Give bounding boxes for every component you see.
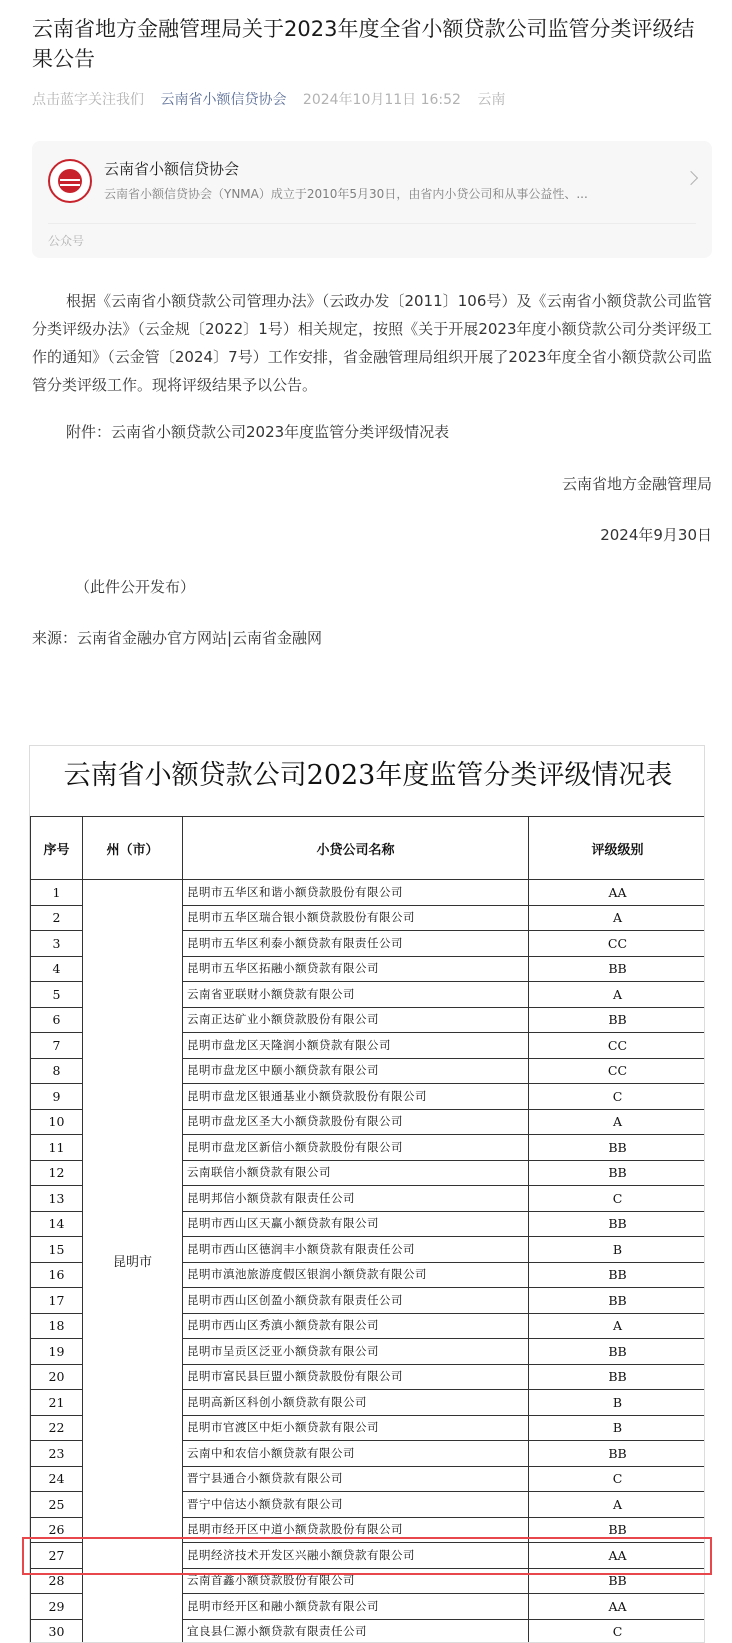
- row-number: 26: [31, 1517, 83, 1543]
- company-name: 晋宁中信达小额贷款有限公司: [183, 1492, 529, 1518]
- account-link[interactable]: 云南省小额信贷协会: [160, 92, 287, 108]
- rating-grade: AA: [529, 1594, 706, 1620]
- rating-grade: BB: [529, 956, 706, 982]
- company-name: 云南正达矿业小额贷款股份有限公司: [183, 1007, 529, 1033]
- company-name: 昆明经济技术开发区兴融小额贷款有限公司: [183, 1543, 529, 1569]
- table-row: [31, 880, 706, 906]
- company-name: 昆明市西山区秀滇小额贷款有限公司: [183, 1313, 529, 1339]
- company-name: 昆明市官渡区中炬小额贷款有限公司: [183, 1415, 529, 1441]
- row-number: 25: [31, 1492, 83, 1518]
- header-city: 州（市）: [83, 817, 183, 880]
- row-number: 19: [31, 1339, 83, 1365]
- row-number: 20: [31, 1364, 83, 1390]
- company-name: 云南联信小额贷款有限公司: [183, 1160, 529, 1186]
- company-name: 昆明市滇池旅游度假区银润小额贷款有限公司: [183, 1262, 529, 1288]
- rating-grade: CC: [529, 931, 706, 957]
- company-name: 昆明市盘龙区中颐小额贷款有限公司: [183, 1058, 529, 1084]
- card-divider: [48, 223, 696, 224]
- company-name: 昆明市呈贡区泛亚小额贷款有限公司: [183, 1339, 529, 1365]
- company-name: 昆明市经开区中道小额贷款股份有限公司: [183, 1517, 529, 1543]
- rating-grade: BB: [529, 1160, 706, 1186]
- rating-grade: C: [529, 1186, 706, 1212]
- public-note: （此件公开发布）: [75, 578, 196, 596]
- row-number: 21: [31, 1390, 83, 1416]
- article-meta: [32, 89, 712, 111]
- row-number: 18: [31, 1313, 83, 1339]
- attachment-line: 附件：云南省小额贷款公司2023年度监管分类评级情况表: [66, 423, 450, 441]
- rating-grade: CC: [529, 1058, 706, 1084]
- rating-grade: A: [529, 982, 706, 1008]
- source-line: 来源：云南省金融办官方网站|云南省金融网: [32, 629, 323, 647]
- table-title: 云南省小额贷款公司2023年度监管分类评级情况表: [63, 760, 673, 791]
- association-logo-icon: [48, 159, 92, 203]
- rating-grade: CC: [529, 1033, 706, 1059]
- company-name: 昆明市五华区拓融小额贷款有限公司: [183, 956, 529, 982]
- company-name: 昆明市盘龙区天隆润小额贷款有限公司: [183, 1033, 529, 1059]
- rating-grade: BB: [529, 1211, 706, 1237]
- company-name: 云南省亚联财小额贷款有限公司: [183, 982, 529, 1008]
- company-name: 昆明邦信小额贷款有限责任公司: [183, 1186, 529, 1212]
- company-name: 昆明市经开区和融小额贷款有限公司: [183, 1594, 529, 1620]
- row-number: 17: [31, 1288, 83, 1314]
- row-number: 8: [31, 1058, 83, 1084]
- body-paragraph: 根据《云南省小额贷款公司管理办法》（云政办发〔2011〕106号）及《云南省小额贷款公司监管分类评级办法》（云金规〔2022〕1号）相关规定，按照《关于开展2023年度小额贷款公司分类评级工作的通知》（云金管〔2024〕7号）工作安排，省金融管理局组织开展了2023年度全省小额贷款公司监管分类评级工作。现将评级结果予以公告。: [32, 292, 712, 394]
- company-name: 昆明市五华区瑞合银小额贷款股份有限公司: [183, 905, 529, 931]
- company-name: 云南中和农信小额贷款有限公司: [183, 1441, 529, 1467]
- account-card[interactable]: [32, 141, 712, 258]
- row-number: 22: [31, 1415, 83, 1441]
- rating-grade: BB: [529, 1339, 706, 1365]
- row-number: 30: [31, 1619, 83, 1643]
- rating-grade: C: [529, 1084, 706, 1110]
- company-name: 昆明市盘龙区银通基业小额贷款股份有限公司: [183, 1084, 529, 1110]
- row-number: 11: [31, 1135, 83, 1161]
- follow-hint: 点击蓝字关注我们: [32, 92, 144, 108]
- row-number: 5: [31, 982, 83, 1008]
- company-name: 昆明市盘龙区圣大小额贷款股份有限公司: [183, 1109, 529, 1135]
- rating-grade: BB: [529, 1568, 706, 1594]
- publish-datetime: 2024年10月11日 16:52: [302, 92, 461, 108]
- header-company: 小贷公司名称: [183, 817, 529, 880]
- company-name: 昆明市西山区德润丰小额贷款有限责任公司: [183, 1237, 529, 1263]
- rating-grade: B: [529, 1390, 706, 1416]
- row-number: 28: [31, 1568, 83, 1594]
- rating-grade: A: [529, 905, 706, 931]
- row-number: 4: [31, 956, 83, 982]
- account-type-label: 公众号: [48, 234, 85, 248]
- row-number: 16: [31, 1262, 83, 1288]
- row-number: 10: [31, 1109, 83, 1135]
- row-number: 2: [31, 905, 83, 931]
- city-cell: 昆明市: [83, 880, 183, 1643]
- rating-grade: BB: [529, 1288, 706, 1314]
- rating-grade: B: [529, 1415, 706, 1441]
- company-name: 云南首鑫小额贷款股份有限公司: [183, 1568, 529, 1594]
- publish-location: 云南: [477, 92, 506, 108]
- rating-grade: AA: [529, 1543, 706, 1569]
- rating-grade: A: [529, 1109, 706, 1135]
- rating-grade: AA: [529, 880, 706, 906]
- rating-grade: BB: [529, 1262, 706, 1288]
- row-number: 27: [31, 1543, 83, 1569]
- row-number: 7: [31, 1033, 83, 1059]
- signature-date: 2024年9月30日: [600, 526, 712, 544]
- row-number: 15: [31, 1237, 83, 1263]
- company-name: 昆明市西山区创盈小额贷款有限责任公司: [183, 1288, 529, 1314]
- rating-table-image: [29, 745, 705, 1643]
- rating-grade: BB: [529, 1517, 706, 1543]
- row-number: 3: [31, 931, 83, 957]
- row-number: 1: [31, 880, 83, 906]
- rating-grade: A: [529, 1313, 706, 1339]
- chevron-right-icon: [684, 171, 698, 185]
- header-grade: 评级级别: [529, 817, 706, 880]
- row-number: 24: [31, 1466, 83, 1492]
- rating-table: [30, 816, 705, 1643]
- article-title: 云南省地方金融管理局关于2023年度全省小额贷款公司监管分类评级结果公告: [32, 17, 695, 71]
- company-name: 昆明市五华区利泰小额贷款有限责任公司: [183, 931, 529, 957]
- row-number: 13: [31, 1186, 83, 1212]
- row-number: 6: [31, 1007, 83, 1033]
- account-card-name: 云南省小额信贷协会: [104, 160, 240, 178]
- rating-grade: B: [529, 1237, 706, 1263]
- row-number: 12: [31, 1160, 83, 1186]
- rating-grade: BB: [529, 1135, 706, 1161]
- table-header-row: [31, 817, 706, 880]
- row-number: 14: [31, 1211, 83, 1237]
- company-name: 昆明高新区科创小额贷款有限公司: [183, 1390, 529, 1416]
- rating-grade: A: [529, 1492, 706, 1518]
- row-number: 9: [31, 1084, 83, 1110]
- rating-grade: BB: [529, 1441, 706, 1467]
- header-no: 序号: [31, 817, 83, 880]
- company-name: 宜良县仁源小额贷款有限责任公司: [183, 1619, 529, 1643]
- rating-grade: BB: [529, 1364, 706, 1390]
- company-name: 昆明市五华区和谐小额贷款股份有限公司: [183, 880, 529, 906]
- rating-grade: C: [529, 1466, 706, 1492]
- account-card-description: 云南省小额信贷协会（YNMA）成立于2010年5月30日，由省内小贷公司和从事公益性、...: [104, 187, 588, 201]
- row-number: 23: [31, 1441, 83, 1467]
- company-name: 昆明市富民县巨盟小额贷款股份有限公司: [183, 1364, 529, 1390]
- company-name: 晋宁县通合小额贷款有限公司: [183, 1466, 529, 1492]
- company-name: 昆明市盘龙区新信小额贷款股份有限公司: [183, 1135, 529, 1161]
- row-number: 29: [31, 1594, 83, 1620]
- signature-org: 云南省地方金融管理局: [561, 475, 712, 493]
- rating-grade: C: [529, 1619, 706, 1643]
- company-name: 昆明市西山区天赢小额贷款有限公司: [183, 1211, 529, 1237]
- rating-grade: BB: [529, 1007, 706, 1033]
